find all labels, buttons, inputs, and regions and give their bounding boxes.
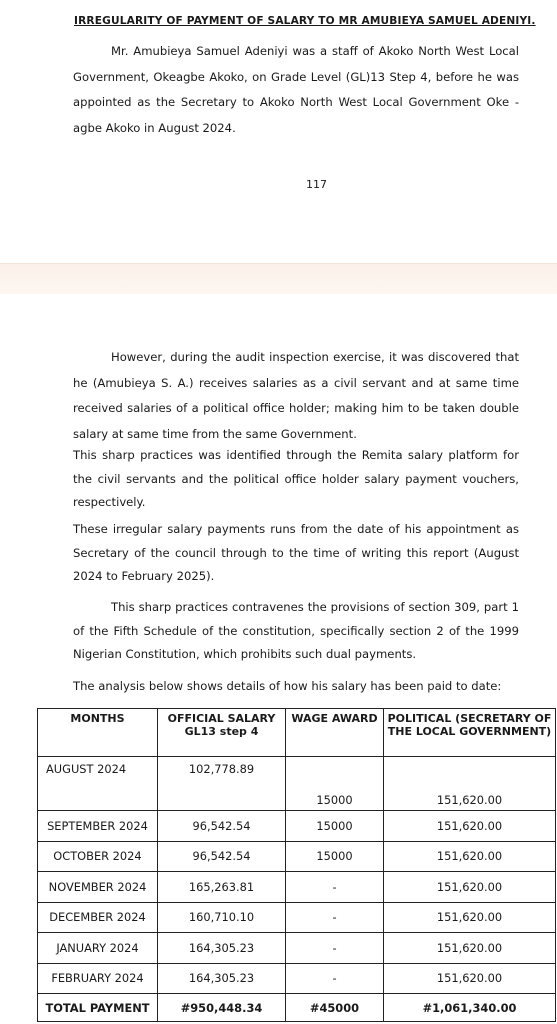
table-row bbox=[38, 902, 556, 933]
cell-month: AUGUST 2024 bbox=[38, 757, 158, 811]
cell-month: OCTOBER 2024 bbox=[38, 841, 158, 872]
cell-political: 151,620.00 bbox=[384, 841, 556, 872]
cell-political: 151,620.00 bbox=[384, 872, 556, 903]
paragraph-constitution: This sharp practices contravenes the provisions of section 309, part 1 of the Fifth Schedule of the constitution, specifically section 2 of the 1999 Nigerian Constitution, which prohibits such dual payments. bbox=[73, 600, 519, 661]
total-political: #1,061,340.00 bbox=[384, 994, 556, 1022]
cell-official: 160,710.10 bbox=[158, 902, 286, 933]
cell-official: 164,305.23 bbox=[158, 933, 286, 964]
salary-table bbox=[37, 708, 556, 1022]
cell-official: 165,263.81 bbox=[158, 872, 286, 903]
report-section-title: IRREGULARITY OF PAYMENT OF SALARY TO MR AMUBIEYA SAMUEL ADENIYI. bbox=[74, 15, 536, 27]
cell-political: 151,620.00 bbox=[384, 757, 556, 811]
table-header-row bbox=[38, 709, 556, 757]
cell-wage: - bbox=[286, 902, 384, 933]
total-official: #950,448.34 bbox=[158, 994, 286, 1022]
cell-political: 151,620.00 bbox=[384, 933, 556, 964]
cell-wage: - bbox=[286, 933, 384, 964]
table-row bbox=[38, 757, 556, 811]
cell-wage: - bbox=[286, 963, 384, 994]
cell-wage: 15000 bbox=[286, 757, 384, 811]
table-row bbox=[38, 933, 556, 964]
cell-political: 151,620.00 bbox=[384, 811, 556, 842]
table-row bbox=[38, 872, 556, 903]
total-wage: #45000 bbox=[286, 994, 384, 1022]
cell-wage: 15000 bbox=[286, 841, 384, 872]
header-wage-award: WAGE AWARD bbox=[286, 709, 384, 757]
cell-month: JANUARY 2024 bbox=[38, 933, 158, 964]
table-row bbox=[38, 841, 556, 872]
cell-political: 151,620.00 bbox=[384, 963, 556, 994]
paragraph-duration: These irregular salary payments runs from the date of his appointment as Secretary of the council through to the time of writing this report (August 2024 to February 2025). bbox=[73, 522, 519, 583]
total-label: TOTAL PAYMENT bbox=[38, 994, 158, 1022]
header-official-salary: OFFICIAL SALARY GL13 step 4 bbox=[158, 709, 286, 757]
header-months: MONTHS bbox=[38, 709, 158, 757]
paragraph-analysis-intro: The analysis below shows details of how his salary has been paid to date: bbox=[73, 679, 502, 693]
cell-month: NOVEMBER 2024 bbox=[38, 872, 158, 903]
cell-official: 96,542.54 bbox=[158, 841, 286, 872]
cell-month: DECEMBER 2024 bbox=[38, 902, 158, 933]
page-separator bbox=[0, 263, 557, 294]
table-row bbox=[38, 811, 556, 842]
intro-paragraph: Mr. Amubieya Samuel Adeniyi was a staff of Akoko North West Local Government, Okeagbe Akoko, on Grade Level (GL)13 Step 4, before he was appointed as the Secretary to Akoko North West Local Government Oke -agbe Akoko in August 2024. bbox=[73, 44, 519, 135]
cell-official: 96,542.54 bbox=[158, 811, 286, 842]
cell-month: FEBRUARY 2024 bbox=[38, 963, 158, 994]
page-117 bbox=[0, 0, 557, 263]
cell-wage: 15000 bbox=[286, 811, 384, 842]
table-row bbox=[38, 963, 556, 994]
paragraph-audit-finding: However, during the audit inspection exercise, it was discovered that he (Amubieya S. A.) receives salaries as a civil servant and at same time received salaries of a political office holder; making him to be taken double salary at same time from the same Government. bbox=[73, 350, 519, 441]
cell-official: 102,778.89 bbox=[158, 757, 286, 811]
cell-political: 151,620.00 bbox=[384, 902, 556, 933]
page-number: 117 bbox=[306, 178, 327, 191]
paragraph-remita: This sharp practices was identified through the Remita salary platform for the civil servants and the political office holder salary payment vouchers, respectively. bbox=[73, 448, 519, 509]
header-political: POLITICAL (SECRETARY OF THE LOCAL GOVERNMENT) bbox=[384, 709, 556, 757]
total-row bbox=[38, 994, 556, 1022]
cell-month: SEPTEMBER 2024 bbox=[38, 811, 158, 842]
cell-official: 164,305.23 bbox=[158, 963, 286, 994]
cell-wage: - bbox=[286, 872, 384, 903]
